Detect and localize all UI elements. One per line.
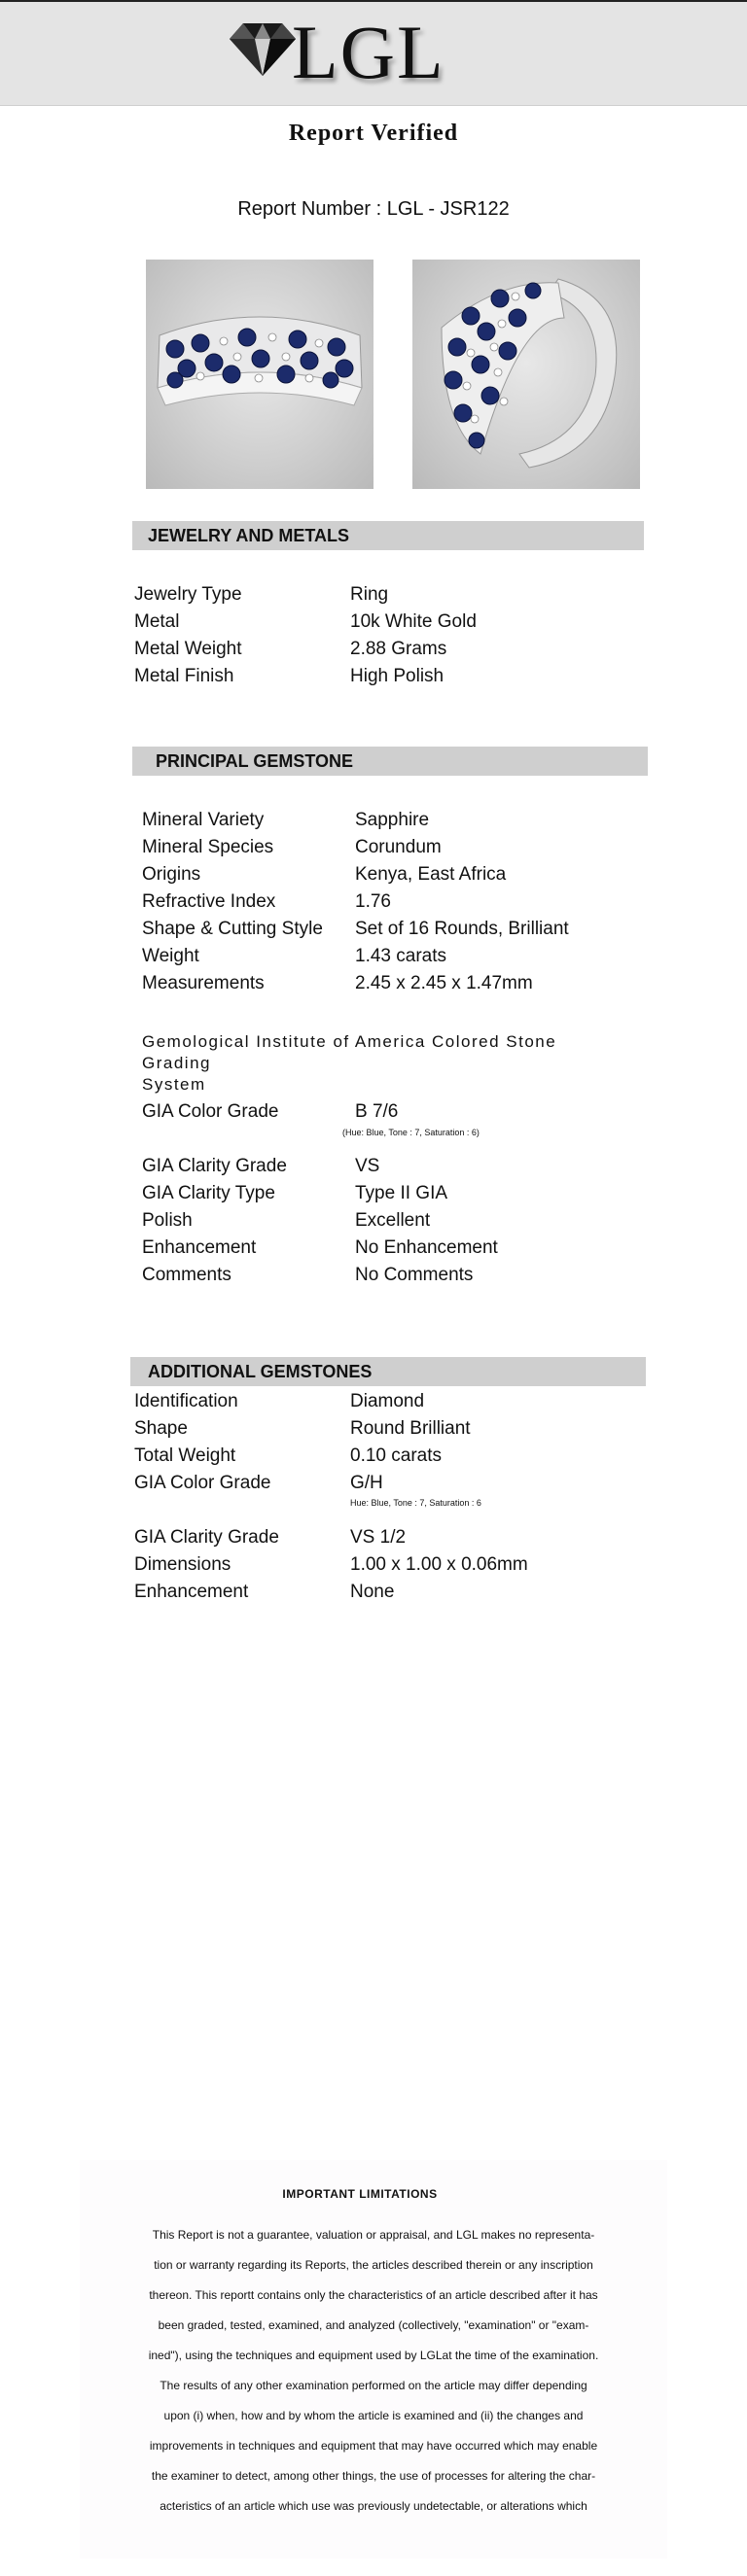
ring-side-image [412,260,640,489]
row-value: High Polish [350,666,445,686]
row-value: Diamond [350,1391,425,1411]
row-value: None [350,1582,395,1602]
row-label: Polish [142,1210,193,1231]
table-row [142,888,628,916]
row-label: Metal [134,611,180,632]
row-label: Measurements [142,973,265,993]
gia-caption-line-2: System [142,1075,206,1094]
row-value: 2.88 Grams [350,639,447,659]
row-value: B 7/6 [355,1101,399,1122]
row-value: Set of 16 Rounds, Brilliant [355,919,569,939]
table-row [134,663,621,690]
table-row [142,943,628,970]
logo-text: LGL [292,10,445,94]
limitations-line: ined"), using the techniques and equipment used by LGLat the time of the examination. [148,2349,599,2362]
row-label: Dimensions [134,1554,231,1575]
limitations-line: the examiner to detect, among other things, the use of processes for altering the char- [151,2469,596,2483]
row-label: Total Weight [134,1445,236,1466]
row-value: Kenya, East Africa [355,864,507,885]
gia-system-caption [142,1031,609,1096]
table-row [142,970,628,997]
row-label: GIA Clarity Grade [142,1156,287,1176]
row-label: Metal Weight [134,639,242,659]
table-row [134,609,621,636]
jewelry-table [134,581,621,690]
table-row [142,807,628,834]
ring-photo-front [146,260,374,489]
table-row [134,1579,621,1606]
row-label: GIA Color Grade [142,1101,279,1122]
additional-table [134,1388,621,1497]
row-label: Origins [142,864,201,885]
additional-color-note: Hue: Blue, Tone : 7, Saturation : 6 [350,1498,481,1508]
row-value: Round Brilliant [350,1418,471,1439]
row-label: Weight [142,946,199,966]
row-label: Comments [142,1265,231,1285]
row-value: No Comments [355,1265,474,1285]
table-row [142,916,628,943]
row-value: No Enhancement [355,1237,498,1258]
limitations-line: This Report is not a guarantee, valuation or appraisal, and LGL makes no representa- [152,2228,595,2242]
row-value: Type II GIA [355,1183,448,1203]
row-label: GIA Clarity Type [142,1183,275,1203]
row-value: G/H [350,1473,383,1493]
row-label: Metal Finish [134,666,234,686]
limitations-title: IMPORTANT LIMITATIONS [282,2187,438,2201]
table-row [142,1262,628,1289]
row-label: GIA Color Grade [134,1473,271,1493]
limitations-line: upon (i) when, how and by whom the article is examined and (ii) the changes and [163,2409,584,2422]
table-row [142,1207,628,1235]
limitations-line: The results of any other examination performed on the article may differ depending [160,2379,587,2392]
table-row [142,1235,628,1262]
row-label: Refractive Index [142,891,276,912]
report-number: Report Number : LGL - JSR122 [237,198,510,220]
limitations-line: acteristics of an article which use was previously undetectable, or alterations which [160,2499,587,2513]
color-grade-row [142,1098,628,1126]
additional-table-2 [134,1524,621,1606]
row-label: Mineral Species [142,837,274,857]
table-row [134,1388,621,1415]
table-row [142,861,628,888]
row-label: Enhancement [134,1582,249,1602]
page-title: Report Verified [288,121,459,146]
table-row [134,1470,621,1497]
table-row [134,1551,621,1579]
row-label: Shape [134,1418,188,1439]
ring-photo-side [412,260,640,489]
row-label: Jewelry Type [134,584,242,605]
row-label: GIA Clarity Grade [134,1527,279,1548]
section-heading-principal: PRINCIPAL GEMSTONE [132,747,648,776]
row-label: Shape & Cutting Style [142,919,323,939]
row-value: 1.43 carats [355,946,446,966]
row-value: Ring [350,584,389,605]
row-value: 1.00 x 1.00 x 0.06mm [350,1554,528,1575]
gia-caption-line-1: Gemological Institute of America Colored Stone Grading [142,1032,557,1072]
row-value: 0.10 carats [350,1445,442,1466]
section-heading-jewelry: JEWELRY AND METALS [132,521,644,550]
row-value: 1.76 [355,891,391,912]
ring-front-image [146,260,374,489]
limitations-line: tion or warranty regarding its Reports, the articles described therein or any inscription [154,2258,593,2272]
row-value: Corundum [355,837,442,857]
table-row [134,1415,621,1443]
table-row [134,636,621,663]
table-row [134,1524,621,1551]
row-label: Identification [134,1391,238,1411]
row-value: VS [355,1156,380,1176]
color-grade-note: (Hue: Blue, Tone : 7, Saturation : 6) [342,1128,480,1137]
principal-table-2 [142,1153,628,1289]
table-row [134,581,621,609]
table-row [142,834,628,861]
section-heading-additional: ADDITIONAL GEMSTONES [130,1357,646,1386]
row-value: Excellent [355,1210,431,1231]
row-value: VS 1/2 [350,1527,407,1548]
table-row [134,1443,621,1470]
row-value: 10k White Gold [350,611,477,632]
table-row [142,1153,628,1180]
row-label: Mineral Variety [142,810,265,830]
limitations-line: been graded, tested, examined, and analyzed (collectively, "examination" or "exam- [158,2318,589,2332]
principal-table [142,807,628,997]
limitations-line: thereon. This reportt contains only the characteristics of an article described after it has [149,2288,598,2302]
row-value: 2.45 x 2.45 x 1.47mm [355,973,533,993]
row-value: Sapphire [355,810,430,830]
table-row [142,1180,628,1207]
limitations-line: improvements in techniques and equipment that may have occurred which may enable [149,2439,598,2453]
diamond-logo-icon [226,17,300,80]
row-label: Enhancement [142,1237,257,1258]
